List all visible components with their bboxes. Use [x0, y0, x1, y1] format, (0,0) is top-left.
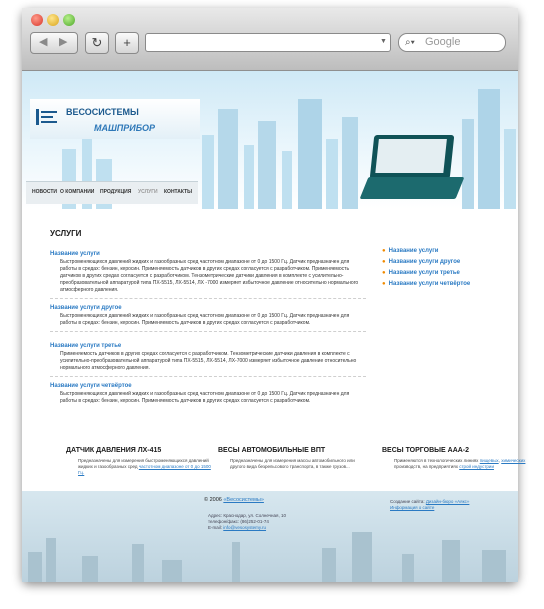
- logo-subtitle[interactable]: МАШПРИБОР: [94, 123, 156, 133]
- service-item: [50, 305, 366, 332]
- service-item: [50, 251, 366, 299]
- product-link[interactable]: строй индустрии: [459, 464, 494, 469]
- new-tab-button[interactable]: +: [115, 32, 139, 54]
- menu-item-services[interactable]: УСЛУГИ: [138, 189, 158, 195]
- copyright: © 2006 «Весосистемы»: [204, 497, 264, 503]
- logo-icon[interactable]: [36, 109, 61, 125]
- header-banner: [22, 71, 518, 209]
- search-icon[interactable]: ⌕▾: [405, 37, 415, 48]
- contact-info: Адрес: Краснодар, ул. Солнечная, 10 телефон/факс: (86)252-01-74 E-mail: info@vesosystemy.ru: [208, 513, 328, 531]
- reload-button[interactable]: ↻: [85, 32, 109, 54]
- laptop-image: [362, 133, 462, 203]
- product-card: [66, 447, 216, 476]
- product-title[interactable]: ДАТЧИК ДАВЛЕНИЯ ЛХ-415: [66, 447, 162, 454]
- credits: Создание сайта: Дизайн-бюро «Аякс» Информация о сайте: [390, 499, 470, 510]
- search-field[interactable]: [398, 33, 506, 52]
- footer: [22, 491, 518, 582]
- product-card: [218, 447, 368, 470]
- sidebar-service-link[interactable]: ● Название услуги: [382, 248, 439, 254]
- service-text: Быстроменяющихся давлений жидких и газообразных сред частотном диапазоне от 0 до 1500 Гц. Датчик предназначен для работы в средах: бензин, керосин. Применяемость датчиков в других средах согласуется с разработчиком. Применяемость датчиков в других средах согласуется с разработчиком. Тензометрические датчики давления в комплекте с усилительно-преобразовательной аппаратурой типа ПХ-5515, ЛХ-5514, ЛХ -7000 измеряет избыточное давление относительно нормального атмосферного давления.: [60, 259, 359, 293]
- service-text: Применяемость датчиков в других средах согласуется с разработчиком. Тензометрические датчики давления в комплекте с усилительно-преобразовательной аппаратурой типа ПХ-5515, ЛХ-5514, ЛХ-7000 измеряет избыточное давление относительно нормального атмосферного давления.: [60, 351, 357, 371]
- product-text: Предназначены для измерения массы автомобильного или другого вида безрельсового транспорта, в также грузов...: [230, 458, 355, 469]
- menu-item-contacts[interactable]: КОНТАКТЫ: [164, 189, 193, 195]
- zoom-window-button[interactable]: [63, 14, 75, 26]
- email-link[interactable]: info@vesosystemy.ru: [223, 525, 267, 530]
- search-placeholder: Google: [425, 36, 461, 48]
- sidebar-service-link[interactable]: ● Название услуги четвёртое: [382, 281, 471, 287]
- copyright-link[interactable]: «Весосистемы»: [223, 497, 264, 503]
- product-card: [382, 447, 532, 470]
- forward-icon[interactable]: ▶: [59, 36, 68, 48]
- back-icon[interactable]: ◀: [39, 36, 48, 48]
- product-title[interactable]: ВЕСЫ ТОРГОВЫЕ ААА-2: [382, 447, 470, 454]
- back-forward-buttons: [30, 32, 78, 54]
- service-title[interactable]: Название услуги четвёртое: [50, 383, 132, 389]
- browser-toolbar: [22, 8, 518, 71]
- product-text: Применяются в технологических линиях пищевых, химических производств, на предприятиях строй индустрии: [394, 458, 526, 469]
- sidebar-service-link[interactable]: ● Название услуги другое: [382, 259, 461, 265]
- product-title[interactable]: ВЕСЫ АВТОМОБИЛЬНЫЕ ВПТ: [218, 447, 326, 454]
- service-title[interactable]: Название услуги: [50, 251, 100, 257]
- sidebar-service-link[interactable]: ● Название услуги третье: [382, 270, 460, 276]
- minimize-window-button[interactable]: [47, 14, 59, 26]
- service-title[interactable]: Название услуги другое: [50, 305, 122, 311]
- main-menu: [26, 181, 198, 204]
- menu-item-products[interactable]: ПРОДУКЦИЯ: [100, 189, 132, 195]
- address-dropdown-icon[interactable]: ▼: [380, 38, 387, 45]
- service-text: Быстроменяющихся давлений жидких и газообразных сред частотном диапазоне от 0 до 1500 Гц. Датчик предназначен для работы в средах: бензин, керосин. Применяемость датчиков в других средах согласуется с разработчиком.: [60, 313, 350, 326]
- product-link[interactable]: химических: [501, 458, 526, 463]
- service-item: [50, 343, 366, 377]
- close-window-button[interactable]: [31, 14, 43, 26]
- page-title: УСЛУГИ: [50, 229, 82, 238]
- product-link[interactable]: пищевых: [479, 458, 499, 463]
- address-bar[interactable]: [145, 33, 391, 52]
- site-info-link[interactable]: Информация о сайте: [390, 505, 435, 510]
- service-title[interactable]: Название услуги третье: [50, 343, 122, 349]
- web-page: [22, 71, 526, 582]
- menu-item-news[interactable]: НОВОСТИ: [32, 189, 58, 195]
- logo-title[interactable]: ВЕСОСИСТЕМЫ: [66, 107, 139, 117]
- product-text: Предназначены для измерения быстроменяющихся давлений жидких и газообразных сред частотном диапазоне от 0 до 1500 Гц.: [78, 458, 211, 475]
- service-item: [50, 383, 366, 405]
- browser-window: [22, 8, 526, 582]
- product-link[interactable]: частотном диапазоне от 0 до 1500 Гц.: [78, 464, 211, 475]
- menu-item-about[interactable]: О КОМПАНИИ: [60, 189, 95, 195]
- phone-text: телефон/факс: (86)252-01-74: [208, 519, 269, 524]
- address-text: Адрес: Краснодар, ул. Солнечная, 10: [208, 513, 286, 518]
- designer-link[interactable]: Дизайн-бюро «Аякс»: [425, 499, 470, 504]
- service-text: Быстроменяющихся давлений жидких и газообразных сред частотном диапазоне от 0 до 1500 Гц. Датчик предназначен для работы в средах: бензин, керосин. Применяемость датчиков в других средах согласуется с разработчиком.: [60, 391, 350, 404]
